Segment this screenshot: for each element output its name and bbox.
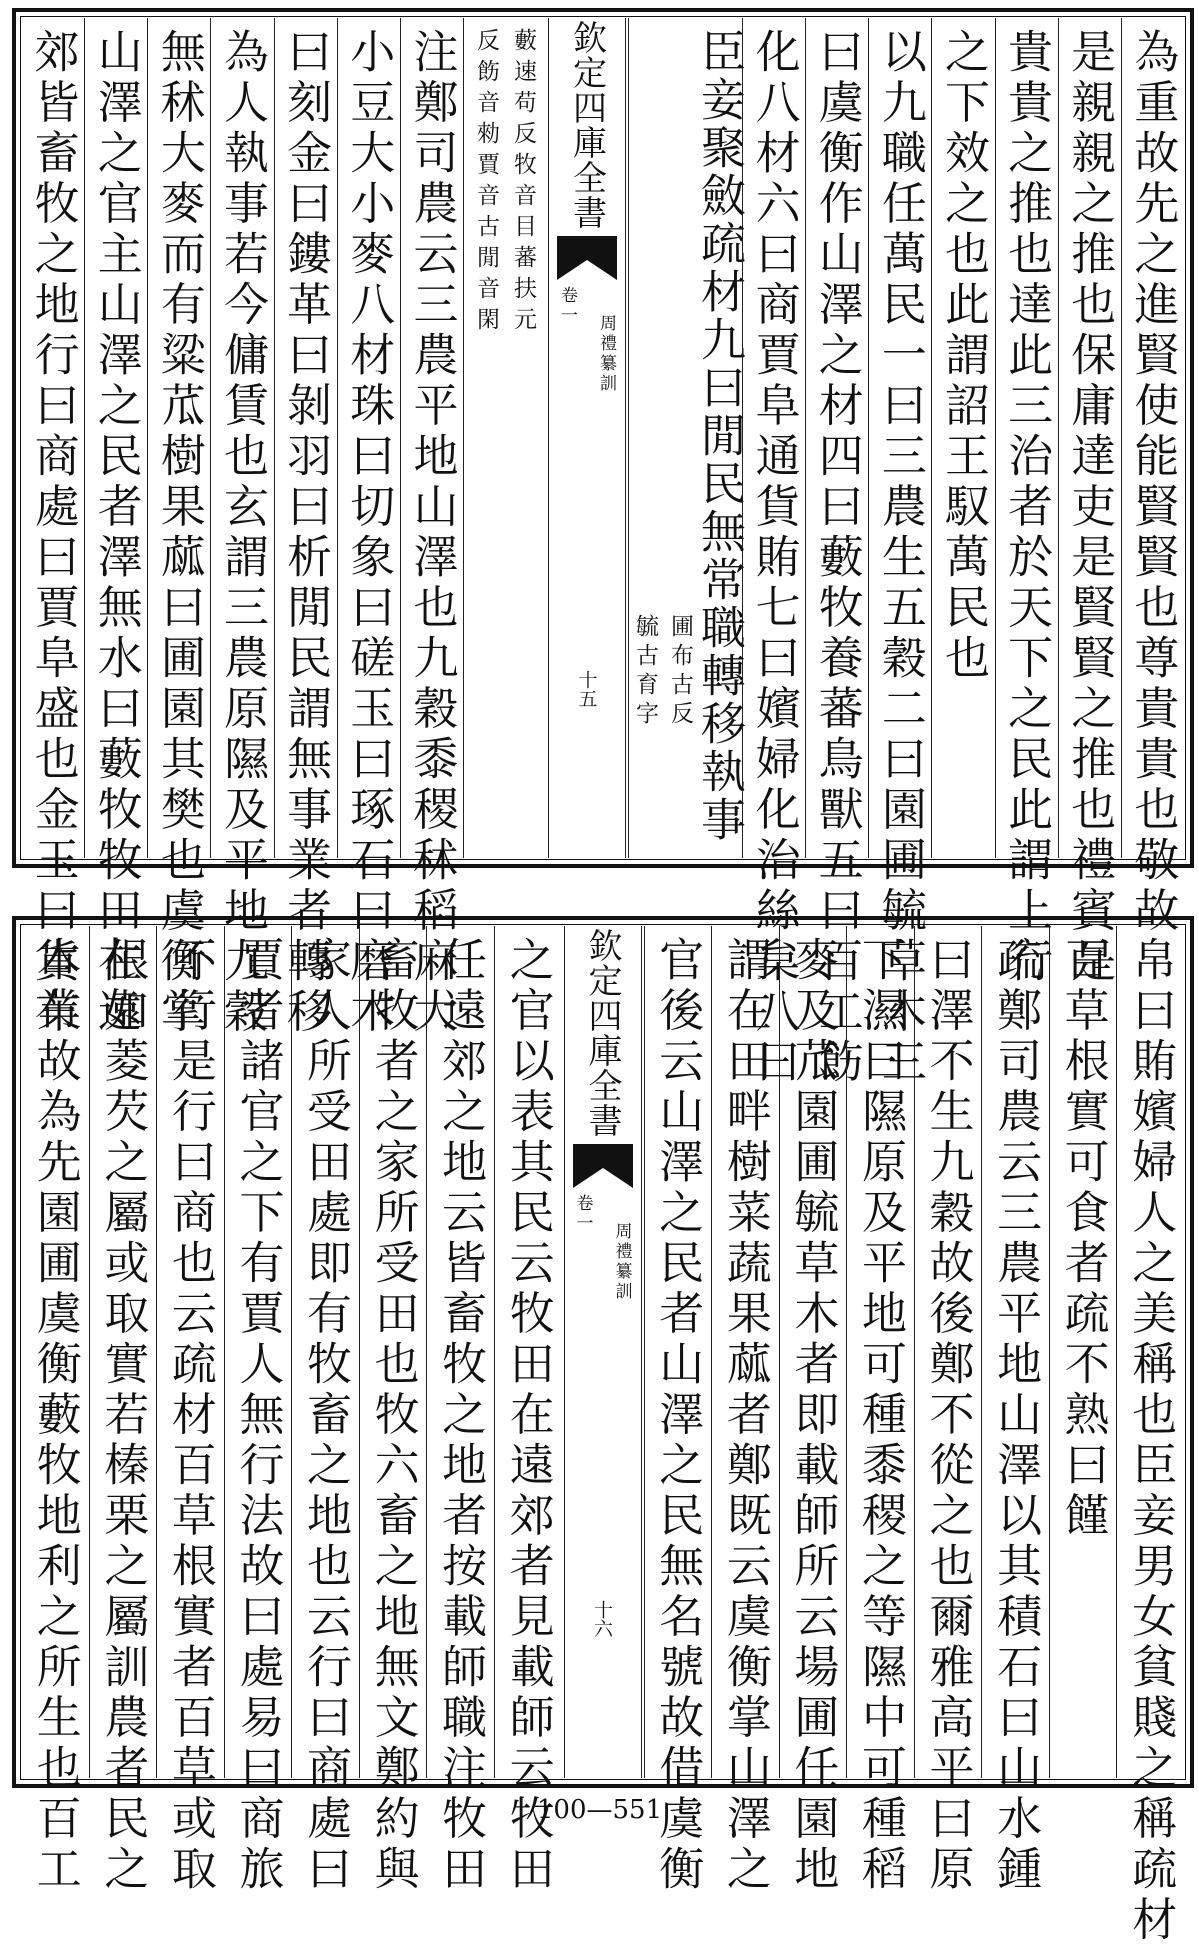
text-column: [156, 926, 224, 1896]
page-footer-number: 100—551: [536, 1795, 663, 1825]
page-number: 十六: [591, 1600, 613, 1638]
text-column: [359, 926, 427, 1896]
book-name: 周禮纂訓: [596, 314, 617, 394]
text-column: [274, 18, 337, 1038]
book-name: 周禮纂訓: [611, 1222, 632, 1302]
text-line: 麥及苽園圃毓草木者即載師所云場圃任園地: [786, 936, 840, 1896]
annotation-note: 圃布古反: [667, 614, 694, 730]
text-line: 畜牧者之家所受田也牧六畜之地無文鄭約與: [366, 936, 420, 1896]
center-labels: [571, 1194, 635, 1302]
page-center-strip: [548, 18, 626, 858]
text-column: [711, 926, 779, 1896]
text-line: 為人執事若今傭賃也玄謂三農原隰及平地九穀: [216, 28, 270, 1038]
text-line: 之下效之也此謂詔王馭萬民也: [937, 28, 990, 685]
center-labels: [555, 286, 619, 394]
text-column: [494, 926, 562, 1896]
page-center-strip: [564, 926, 642, 1778]
text-column: [995, 18, 1058, 988]
text-line: 疏鄭司農云三農平地山澤以其積石曰山水鍾: [989, 936, 1043, 1896]
text-column: [1116, 926, 1184, 1946]
text-line: 山澤之官主山澤之民者澤無水曰藪牧牧田在遠: [89, 28, 143, 1038]
upper-page-columns: [22, 18, 1184, 1089]
text-column: [644, 926, 712, 1896]
text-column-with-notes: [628, 18, 747, 858]
annotation-note: 藪速苟反牧音目蕃扶元: [510, 28, 537, 338]
annotation-column: [463, 18, 546, 858]
text-column: [1049, 926, 1117, 1778]
text-column: [291, 926, 359, 1896]
text-line: 曰澤不生九穀故後鄭不從之也爾雅高平曰原: [921, 936, 975, 1896]
text-column: [210, 18, 273, 1038]
text-column: [846, 926, 914, 1896]
text-line: 下濕曰隰原及平地可種黍稷之等隰中可種稻: [853, 936, 907, 1896]
text-line: 以九職任萬民一曰三農生五穀二曰園圃毓草木三: [873, 28, 927, 1089]
text-column: [805, 18, 868, 1089]
text-line: 謂在田畔樹菜蔬果蓏者鄭既云虞衡掌山澤之: [718, 936, 772, 1896]
text-line: 百草根實可食者疏不熟曰饉: [1056, 936, 1110, 1542]
book-title: 欽定四庫全書: [582, 928, 622, 1138]
text-column: [22, 926, 89, 1896]
text-line: 賈者諸官之下有賈人無行法故曰處易曰商旅: [231, 936, 285, 1896]
annotation-note: 毓古育字: [632, 614, 659, 730]
text-column: [84, 18, 147, 1038]
text-line: 不行是行曰商也云疏材百草根實者百草或取: [163, 936, 217, 1896]
text-line: 小豆大小麥八材珠曰切象曰磋玉曰琢石曰磨木: [342, 28, 396, 1038]
text-line: 無秫大麥而有粱苽樹果蓏曰圃園其樊也虞衡掌: [152, 28, 206, 1038]
text-column: [914, 926, 982, 1896]
text-column: [981, 926, 1049, 1896]
text-line: 本業故為先園圃虞衡藪牧地利之所生也百工: [28, 936, 82, 1896]
volume-label: 卷一: [572, 1194, 593, 1234]
text-column: [147, 18, 210, 1038]
text-line: 為重故先之進賢使能賢賢也尊貴貴也敬故: [1126, 28, 1180, 937]
text-line: 曰刻金曰鏤革曰剝羽曰析閒民謂無事業者轉移: [279, 28, 333, 1038]
text-column: [1058, 18, 1121, 988]
text-column: [89, 926, 157, 1896]
text-column: [868, 18, 931, 1089]
text-line: 官後云山澤之民者山澤之民無名號故借虞衡: [651, 936, 705, 1896]
text-line: 家人所受田處即有牧畜之地也云行曰商處曰: [299, 936, 353, 1896]
text-column: [931, 18, 994, 858]
text-line: 曰虞衡作山澤之材四曰藪牧養蕃鳥獸五曰百工飭: [810, 28, 864, 1089]
text-line: 帛曰賄嬪婦人之美稱也臣妾男女貧賤之稱疏材: [1124, 936, 1178, 1946]
text-line: 任遠郊之地云皆畜牧之地者按載師職注牧田: [434, 936, 488, 1896]
text-line: 是親親之推也保庸達吏是賢賢之推也禮賓是: [1063, 28, 1117, 988]
page-number: 十五: [575, 670, 598, 708]
volume-label: 卷一: [557, 286, 578, 326]
text-line: 根如菱芡之屬或取實若榛栗之屬訓農者民之: [96, 936, 150, 1896]
annotation-note: 反飭音勑賈音古閒音閑: [473, 28, 500, 338]
text-line: 貴貴之推也達此三治者於天下之民此謂上行: [1000, 28, 1054, 988]
text-column: [742, 18, 805, 1089]
text-column: [22, 18, 84, 1038]
text-line: 之官以表其民云牧田在遠郊者見載師云牧田: [501, 936, 555, 1896]
text-column: [337, 18, 400, 1038]
text-line: 注鄭司農云三農平地山澤也九穀黍稷秫稻麻大: [405, 28, 459, 1038]
book-title: 欽定四庫全書: [566, 20, 607, 230]
fish-tail-mark-icon: [557, 236, 617, 280]
text-line: 化八材六曰商賈阜通貨賄七曰嬪婦化治絲枲八曰: [747, 28, 801, 1089]
text-column: [426, 926, 494, 1896]
annotation-notes: [629, 18, 697, 858]
text-line: 郊皆畜牧之地行曰商處曰賈阜盛也金玉曰貨布: [26, 28, 80, 1038]
text-column: [400, 18, 463, 1038]
fish-tail-mark-icon: [573, 1144, 633, 1188]
text-column: [224, 926, 292, 1896]
text-column: [1121, 18, 1184, 937]
text-column: [779, 926, 847, 1896]
upper-page: [12, 8, 1194, 1089]
text-line: 臣妾聚斂疏材九曰閒民無常職轉移執事: [693, 28, 747, 844]
